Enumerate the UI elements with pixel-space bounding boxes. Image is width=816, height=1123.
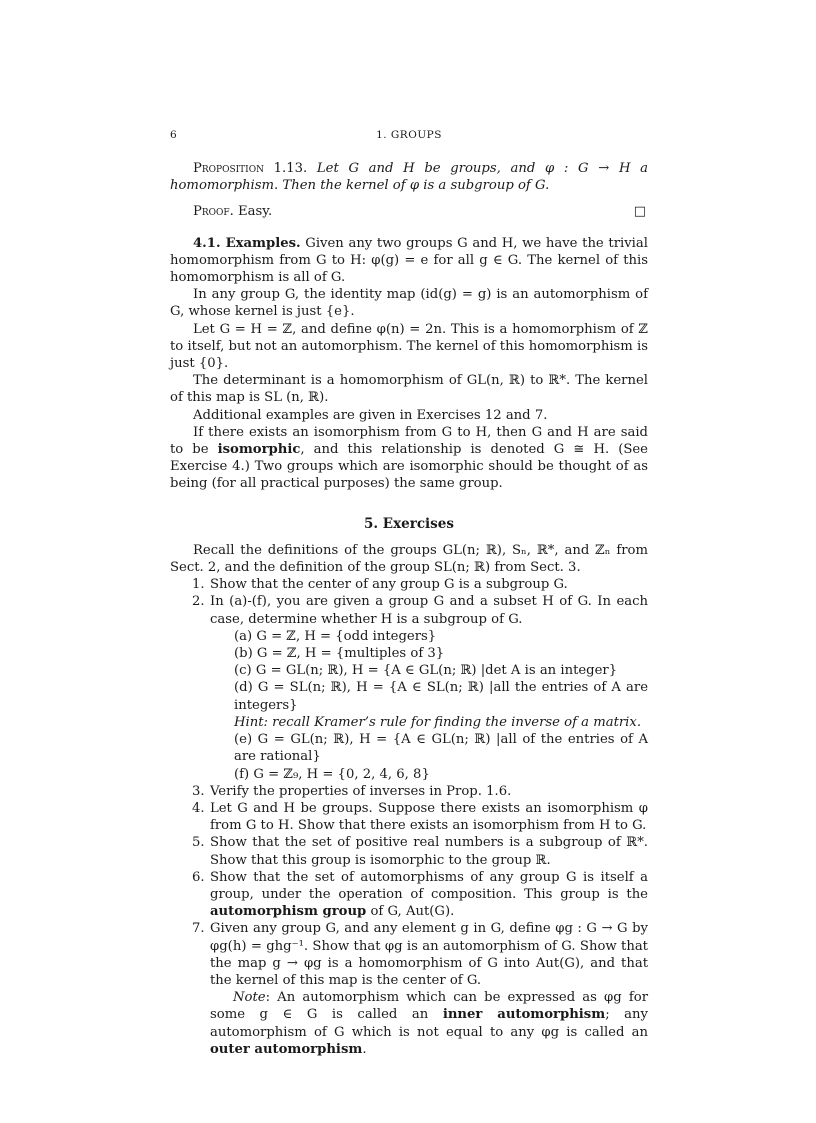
- term-isomorphic: isomorphic: [217, 442, 301, 458]
- term-automorphism-group: automorphism group: [210, 904, 367, 920]
- examples-paragraph-4: The determinant is a homomorphism of GL(n, ℝ) to ℝ*. The kernel of this map is SL (n, ℝ).: [170, 373, 648, 406]
- exercise-sub-e: (e) G = GL(n; ℝ), H = {A ∈ GL(n; ℝ) |all of the entries of A are rational}: [234, 732, 648, 765]
- exercise-item-7: [170, 920, 648, 1058]
- exercise-item-6: [170, 869, 648, 921]
- exercise-text: Show that the set of positive real numbers is a subgroup of ℝ*. Show that this group is isomorphic to the group ℝ.: [210, 835, 648, 868]
- exercise-sub-b: (b) G = ℤ, H = {multiples of 3}: [234, 646, 445, 662]
- exercise-sub-a: (a) G = ℤ, H = {odd integers}: [234, 628, 437, 644]
- examples-paragraph-1: [170, 235, 648, 287]
- exercise-number: 3.: [192, 783, 205, 799]
- examples-text-6b: , and this relationship is denoted G ≅ H. (See Exercise 4.) Two groups which are isomorphic should be thought of as being (for all practical purposes) the same group.: [170, 442, 648, 492]
- proposition-text: Let G and H be groups, and φ : G → H a homomorphism. Then the kernel of φ is a subgroup of G.: [170, 161, 648, 194]
- exercise-list: [170, 576, 648, 1058]
- exercises-intro: Recall the definitions of the groups GL(n; ℝ), Sₙ, ℝ*, and ℤₙ from Sect. 2, and the definition of the group SL(n; ℝ) from Sect. 3.: [170, 542, 648, 576]
- note-text-c: .: [362, 1041, 367, 1057]
- exercise-text-tail: of G, Aut(G).: [370, 904, 455, 920]
- running-title: 1. GROUPS: [376, 129, 442, 141]
- exercise-item-2: [170, 593, 648, 782]
- exercise-number: 1.: [192, 577, 205, 593]
- proof-label: Proof.: [193, 204, 234, 220]
- exercise-number: 6.: [192, 869, 205, 885]
- term-outer-automorphism: outer automorphism: [210, 1041, 363, 1057]
- exercise-item-4: [170, 800, 648, 834]
- exercise-sub-d: (d) G = SL(n; ℝ), H = {A ∈ SL(n; ℝ) |all the entries of A are integers}: [234, 680, 648, 713]
- exercise-item-5: [170, 834, 648, 868]
- examples-paragraph-5: Additional examples are given in Exercises 12 and 7.: [193, 407, 548, 423]
- qed-symbol: □: [633, 204, 646, 220]
- exercise-text: Verify the properties of inverses in Prop. 1.6.: [210, 783, 512, 799]
- exercise-item-3: [170, 783, 648, 800]
- exercise-sub-c: (c) G = GL(n; ℝ), H = {A ∈ GL(n; ℝ) |det A is an integer}: [234, 663, 618, 679]
- exercise-number: 2.: [192, 594, 205, 610]
- exercise-number: 5.: [192, 835, 205, 851]
- exercise-sub-f: (f) G = ℤ₉, H = {0, 2, 4, 6, 8}: [234, 766, 430, 782]
- note-text-a: : An automorphism which can be expressed as φg for some g ∈ G is called an: [210, 990, 648, 1023]
- term-inner-automorphism: inner automorphism: [442, 1007, 606, 1023]
- exercise-item-1: [170, 576, 648, 593]
- exercise-text: Show that the center of any group G is a subgroup G.: [210, 577, 568, 593]
- proposition: [170, 160, 648, 194]
- examples-paragraph-2: In any group G, the identity map (id(g) = g) is an automorphism of G, whose kernel is just {e}.: [170, 287, 648, 320]
- exercise-hint: Hint: recall Kramer’s rule for finding the inverse of a matrix.: [234, 714, 642, 730]
- examples-text-6a: If there exists an isomorphism from G to H, then G and H are said to be: [170, 424, 648, 458]
- note-label: Note: [233, 990, 266, 1006]
- page-number: 6: [170, 129, 177, 141]
- proof-text: Easy.: [238, 204, 273, 220]
- proposition-label: Proposition 1.13.: [193, 161, 308, 176]
- section-heading-4-1: 4.1. Examples.: [193, 235, 301, 251]
- proof: [170, 203, 648, 220]
- examples-paragraph-6: [170, 424, 648, 493]
- exercise-number: 7.: [192, 921, 205, 937]
- exercise-number: 4.: [192, 800, 205, 816]
- examples-text-1: Given any two groups G and H, we have the trivial homomorphism from G to H: φ(g) = e for all g ∈ G. The kernel of this homomorphism is all of G.: [170, 235, 648, 286]
- exercise-note: [210, 989, 648, 1058]
- exercise-text: Let G and H be groups. Suppose there exists an isomorphism φ from G to H. Show that there exists an isomorphism from H to G.: [210, 800, 648, 834]
- page-body: [170, 160, 648, 1058]
- note-text-b: ; any automorphism of G which is not equal to any φg is called an: [210, 1007, 648, 1040]
- examples-paragraph-3: Let G = H = ℤ, and define φ(n) = 2n. This is a homomorphism of ℤ to itself, but not an automorphism. The kernel of this homomorphism is just {0}.: [170, 321, 648, 372]
- exercise-text: Show that the set of automorphisms of any group G is itself a group, under the operation of composition. This group is the: [210, 869, 648, 902]
- exercise-text: Given any group G, and any element g in G, define φg : G → G by φg(h) = ghg⁻¹. Show that φg is an automorphism of G. Show that the map g → φg is a homomorphism of G into Aut(G), and that the kernel of this map is the center of G.: [210, 921, 648, 988]
- exercises-heading: 5. Exercises: [364, 515, 454, 532]
- running-header: [170, 129, 648, 145]
- exercise-text: In (a)-(f), you are given a group G and a subset H of G. In each case, determine whether H is a subgroup of G.: [210, 594, 648, 627]
